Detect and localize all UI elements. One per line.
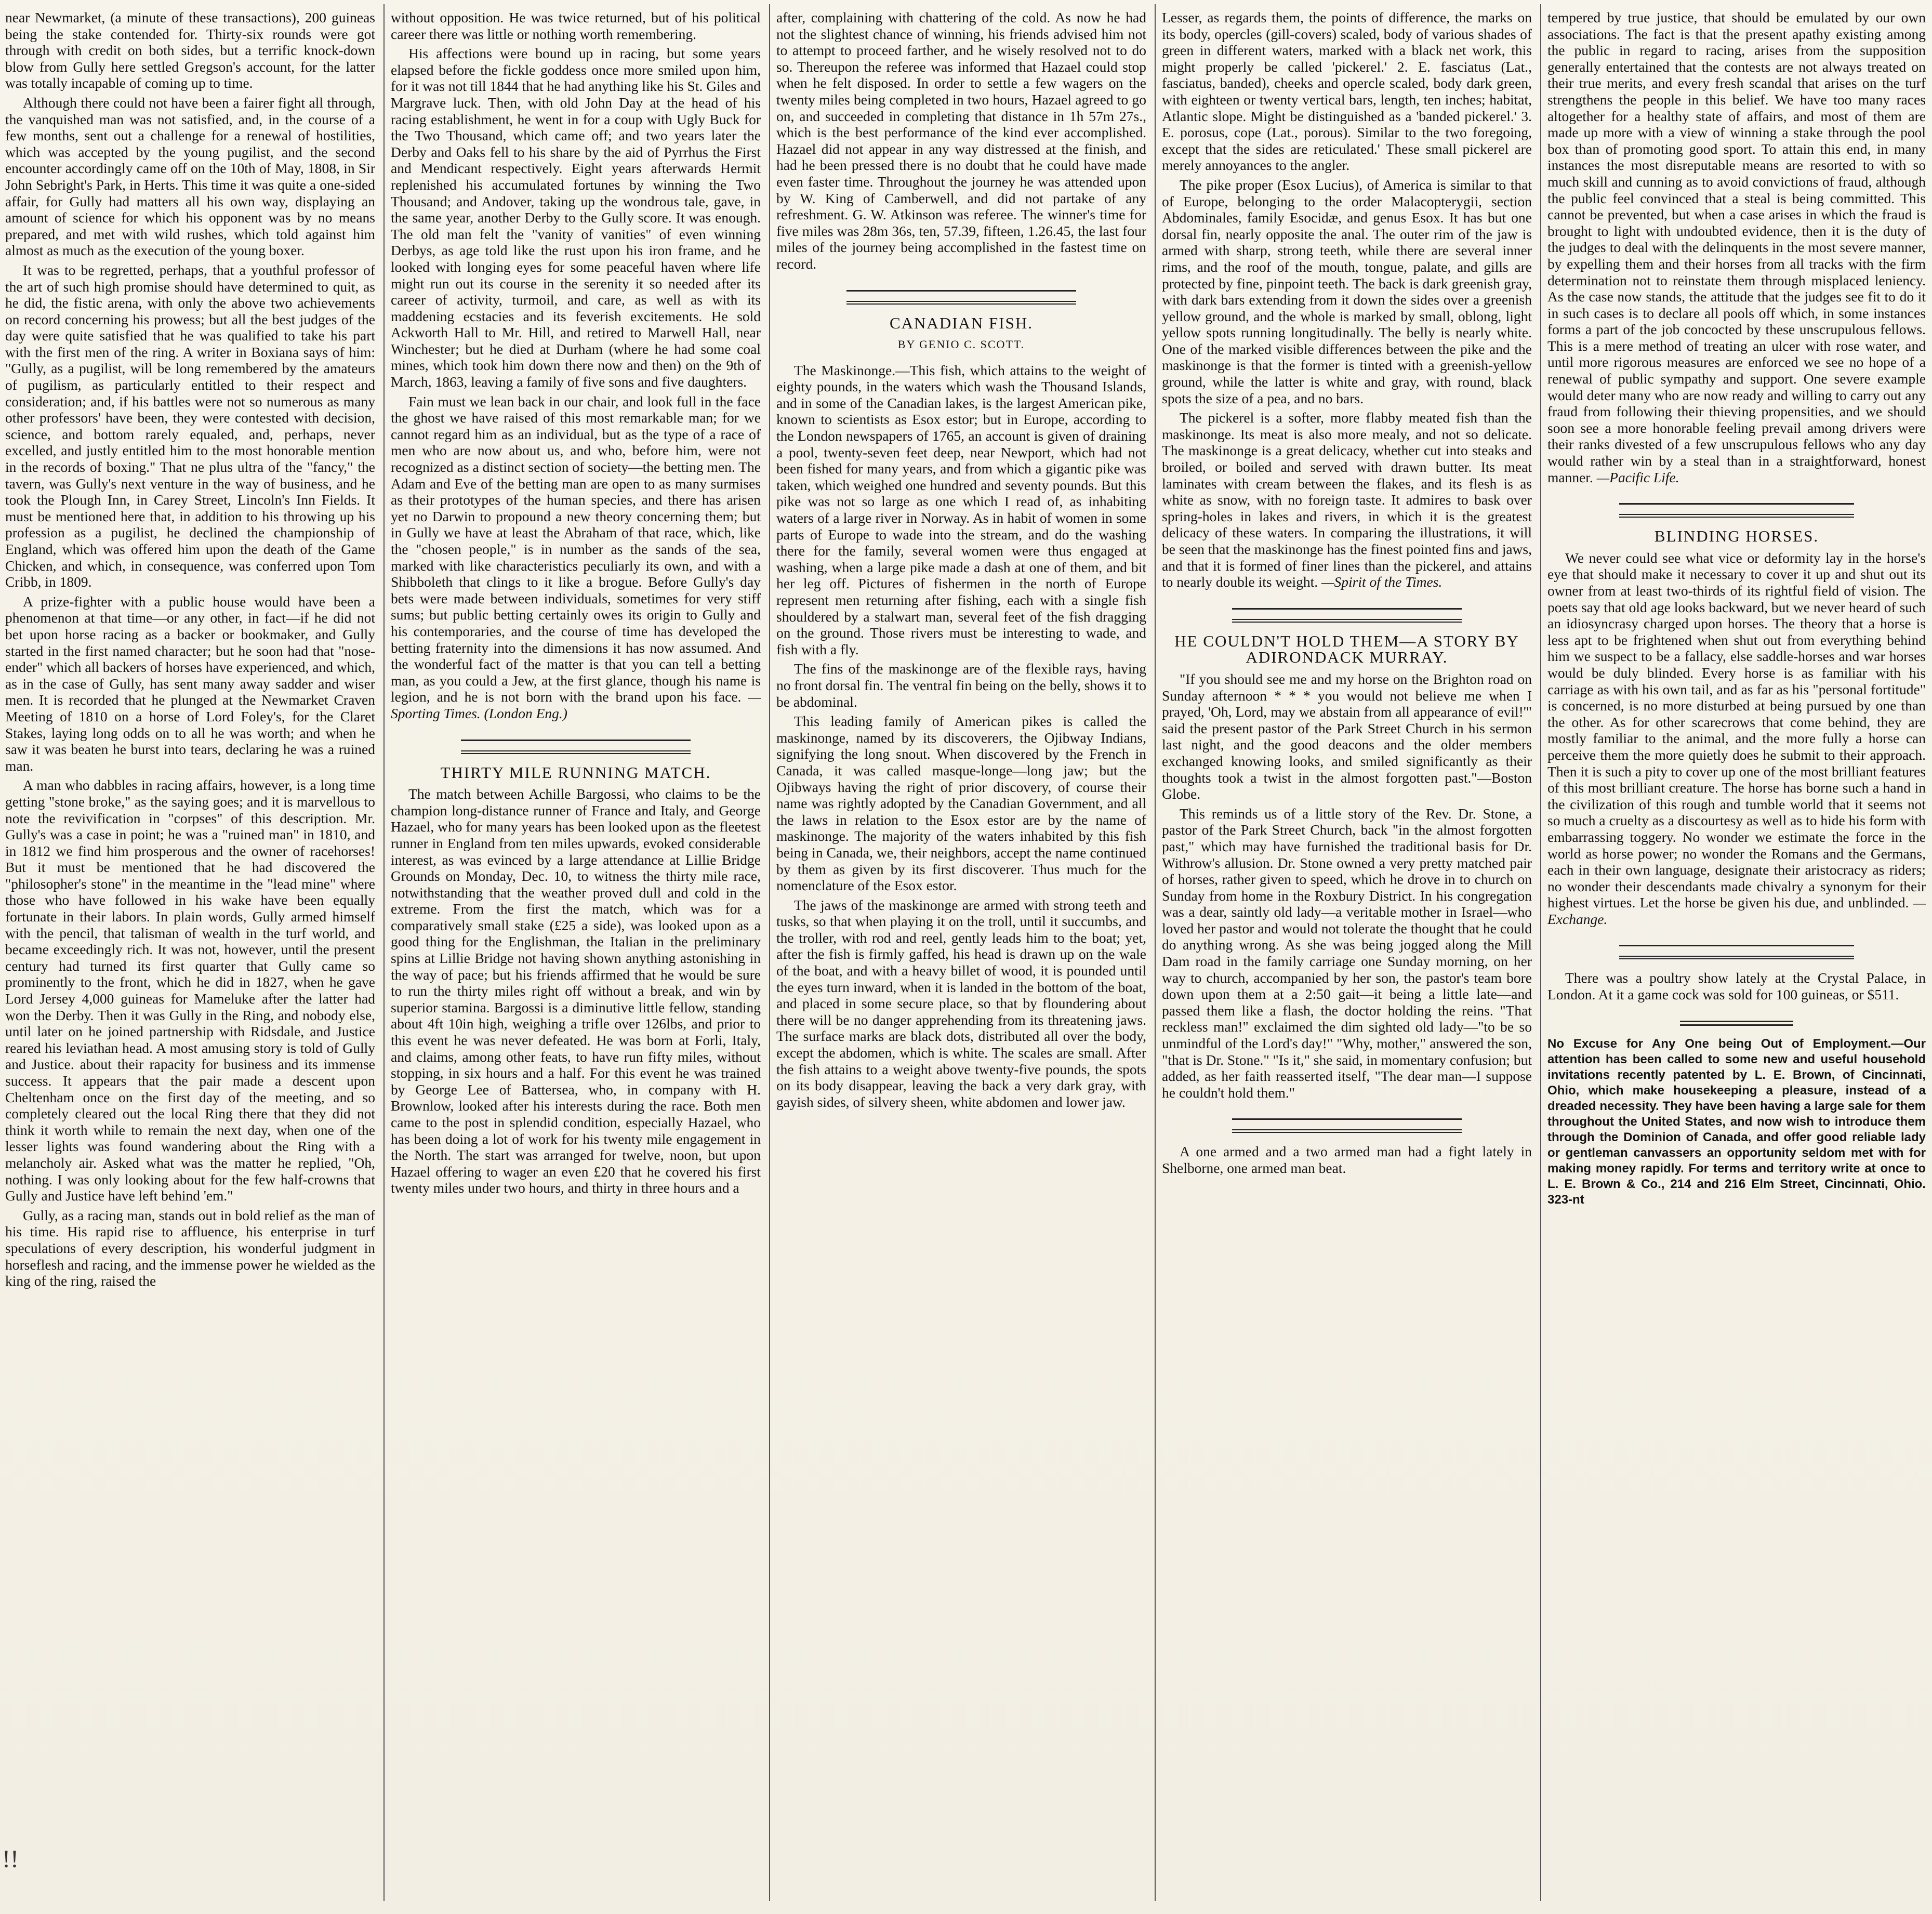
column-3 — [776, 9, 1146, 1901]
paragraph: A one armed and a two armed man had a fight lately in Shelborne, one armed man beat. — [1162, 1143, 1532, 1176]
article-heading: THIRTY MILE RUNNING MATCH. — [440, 763, 711, 782]
paragraph: Lesser, as regards them, the points of difference, the marks on its body, opercles (gill-covers) scaled, body of various shades of green in different waters, marked with a black net work, this might properly be called 'pickerel.' 2. E. fasciatus (Lat., fasciatus, banded), cheeks and opercle scaled, body dark green, with eighteen or twenty vertical bars, length, ten inches; habitat, Atlantic slope. Might be distinguished as a 'banded pickerel.' 3. E. porosus, cope (Lat., porous). Similar to the two foregoing, except that the sides are reticulated.' These small pickerel are merely annoyances to the angler. — [1162, 9, 1532, 174]
paragraph: This leading family of American pikes is called the maskinonge, named by its discoverers, the Ojibway Indians, signifying the long snout. When discovered by the French in Canada, it was called masque-longe—long jaw; but the Ojibways having the right of prior discovery, of course their name was rightly adopted by the Canadian Government, and all the laws in relation to the Esox estor are by the name of maskinonge. The majority of the waters inhabited by this fish being in Canada, we, their neighbors, accept the name continued by them as given by its first discoverer. Thus much for the nomenclature of the Esox estor. — [776, 713, 1146, 894]
article-heading: HE COULDN'T HOLD THEM—A STORY BY ADIRONDACK MURRAY. — [1174, 631, 1519, 667]
section-divider — [846, 290, 1076, 305]
paragraph: His affections were bound up in racing, but some years elapsed before the fickle goddess once more smiled upon him, for it was not till 1844 that he had anything like his St. Giles and Margrave luck. Then, with old John Day at the head of his racing establishment, he went in for a coup with Ugly Buck for the Two Thousand, which came off; and two years later the Derby and Oaks fell to his share by the aid of Pyrrhus the First and Mendicant respectively. Eight years afterwards Hermit replenished his accumulated fortunes by winning the Two Thousand; and Andover, taking up the wondrous tale, gave, in the same year, another Derby to the Gully score. It was enough. The old man felt the "vanity of vanities" of even winning Derbys, as age told like the rust upon his iron frame, and he looked with longing eyes for some peaceful haven where life might run out its course in the serenity it so needed after its career of activity, turmoil, and care, as well as with its maddening ecstacies and its feverish excitements. He sold Ackworth Hall to Mr. Hill, and retired to Marwell Hall, near Winchester; but he died at Durham (where he had some coal mines, which took him down there now and then) on the 9th of March, 1863, leaving a family of five sons and five daughters. — [391, 45, 761, 390]
paragraph: Although there could not have been a fairer fight all through, the vanquished man was not satisfied, and, in the course of a few months, sent out a challenge for a renewal of hostilities, which was accepted by the young pugilist, and the second encounter accordingly came off on the 10th of May, 1808, in Sir John Sebright's Park, in Herts. This time it was quite a one-sided affair, for Gully had matters all his own way, displaying an amount of science for which his opponent was by no means prepared, and met with wild rushes, which told against him almost as much as the execution of the young boxer. — [5, 94, 375, 259]
paragraph: It was to be regretted, perhaps, that a youthful professor of the art of such high promise should have determined to quit, as he did, the fistic arena, with only the above two achievements on record concerning his prowess; but all the best judges of the day were quite satisfied that he was qualified to take his part with the first men of the ring. A writer in Boxiana says of him: "Gully, as a pugilist, will be long remembered by the amateurs of pugilism, as particularly entitled to their respect and consideration; and, if his battles were not so numerous as many other professors' have been, they were contested with decision, science, and bottom rarely equaled, and, perhaps, never excelled, and justly entitled him to the most honorable mention in the records of boxing." That ne plus ultra of the "fancy," the tavern, was Gully's next venture in the way of business, and he took the Plough Inn, in Carey Street, Lincoln's Inn Fields. It must be mentioned here that, in addition to his throwing up his profession as a pugilist, he declined the championship of England, which was offered him upon the death of the Game Chicken, and which, in consequence, was conferred upon Tom Cribb, in 1809. — [5, 261, 375, 590]
paragraph: "If you should see me and my horse on the Brighton road on Sunday afternoon * * * you would not believe me when I prayed, 'Oh, Lord, may we abstain from all appearance of evil!'" said the present pastor of the Park Street Church in his sermon last night, and the good deacons and the older members exchanged knowing looks, and smiled significantly as their thoughts took a twist in the almost forgotten past."—Boston Globe. — [1162, 670, 1532, 802]
paragraph: This reminds us of a little story of the Rev. Dr. Stone, a pastor of the Park Street Church, back "in the almost forgotten past," which may have furnished the traditional basis for Dr. Withrow's allusion. Dr. Stone owned a very pretty matched pair of horses, rather given to speed, which he drove in to church on Sunday from home in the Roxbury District. In his congregation was a dear, saintly old lady—a veritable mother in Israel—who loved her pastor and would not tolerate the thought that he could do anything wrong. As she was being jogged along the Mill Dam road in the family carriage one Sunday morning, on her way to church, accompanied by her son, the pastor's team bore down upon them at a 2:50 gait—it being a little late—and passed them like a flash, the doctor holding the reins. "That reckless man!" exclaimed the dim sighted old lady—"to be so unmindful of the Lord's day!" "Why, mother," answered the son, "that is Dr. Stone." "Is it," she said, in momentary confusion; but added, as her faith reasserted itself, "The dear man—I suppose he couldn't hold them." — [1162, 805, 1532, 1101]
byline: BY GENIO C. SCOTT. — [897, 338, 1025, 351]
short-divider — [1680, 1021, 1793, 1026]
column-divider — [1155, 4, 1156, 1901]
paragraph: A prize-fighter with a public house would have been a phenomenon at that time—or any other, in fact—if he did not bet upon horse racing as a backer or bookmaker, and Gully started in the first named character; but he soon had that "nose-ender" which all backers of horses have experienced, and which, as in the case of Gully, has sent many away sadder and wiser men. It is recorded that he plunged at the Newmarket Craven Meeting of 1810 on a horse of Lord Foley's, for the Claret Stakes, laying long odds on to all he was worth; and when he saw it was beaten he burst into tears, declaring he was a ruined man. — [5, 593, 375, 774]
paragraph-text: We never could see what vice or deformity lay in the horse's eye that should make it necessary to cover it up and shut out its owner from at least two-thirds of its rightful field of vision. The poets say that old age looks backward, but we never heard of such an idiosyncrasy charged upon horses. The theory that a horse is less apt to be frightened when shut out from everything behind him we suspect to be a fallacy, else saddle-horses and war horses would be duly blinded. Every horse is as familiar with his carriage as with his own tail, and as far as his "personal fortitude" is concerned, is no more disturbed at being pursued by one than the other. As for other scarecrows that come behind, they are mostly familiar to the animal, and the more fully a horse can perceive them the more quietly does he submit to their approach. Then it is such a pity to cover up one of the most brilliant features of this most brilliant creature. The horse has borne such a hand in the civilization of this rough and tumble world that it seems not so much a cruelty as a discourtesy as well as to hide his form with embarrassing toggery. No wonder we estimate the force in the world as horse power; no wonder the Romans and the Germans, each in their own language, designate their aristocracy as riders; no wonder their descendants made chivalry a synonym for their highest virtues. Let the horse be given his due, and unblinded. — [1547, 549, 1926, 911]
advertisement: No Excuse for Any One being Out of Employment.—Our attention has been called to some new and useful household invitations recently patented by L. E. Brown, of Cincinnati, Ohio, which make housekeeping a pleasure, instead of a dreaded necessity. They have been having a large sale for them throughout the United States, and now wish to introduce them through the Dominion of Canada, and offer good reliable lady or gentleman canvassers an opportunity seldom met with for making money rapidly. For terms and territory write at once to L. E. Brown & Co., 214 and 216 Elm Street, Cincinnati, Ohio. 323-nt — [1547, 1036, 1926, 1207]
paragraph: without opposition. He was twice returned, but of his political career there was little or nothing worth remembering. — [391, 9, 761, 42]
paragraph — [1162, 410, 1532, 590]
paragraph: The Maskinonge.—This fish, which attains to the weight of eighty pounds, in the waters which wash the Thousand Islands, and in some of the Canadian lakes, is the largest American pike, known to scientists as Esox estor; but in Europe, according to the London newspapers of 1765, an account is given of draining a pool, twenty-seven feet deep, near Newport, which had not been fished for many years, and from which a gigantic pike was taken, which weighed one hundred and seventy pounds. But this pike was not so large as one which I read of, as inhabiting waters of a large river in Norway. As in habit of women in some parts of Europe to wade into the stream, and do the washing there for the family, several women were thus engaged at washing, when a large pike made a dash at one of them, and bit her leg off. Pictures of fishermen in the north of Europe represent men returning after fishing, each with a single fish shouldered by a stalwart man, several feet of the fish dragging on the ground. Those rivers must be interesting to wade, and fish with a fly. — [776, 362, 1146, 657]
paragraph — [1547, 550, 1926, 928]
source-credit: —Pacific Life. — [1596, 469, 1679, 485]
paragraph: Gully, as a racing man, stands out in bold relief as the man of his time. His rapid rise to affluence, his enterprise in turf speculations of every description, his wonderful judgment in horseflesh and racing, and the immense power he wielded as the king of the ring, raised the — [5, 1207, 375, 1289]
source-credit: —Spirit of the Times. — [1321, 574, 1443, 590]
source-credit: —Sporting Times. (London Eng.) — [391, 689, 761, 721]
paragraph-text: The pickerel is a softer, more flabby meated fish than the maskinonge. Its meat is also more mealy, and not so delicate. The maskinonge is a great delicacy, whether cut into steaks and broiled, or boiled and served with drawn butter. Its meat laminates with cream between the flakes, and its flesh is as white as snow, with no foreign taste. It admires to bask over spring-holes in lakes and rivers, in which it is the greatest delicacy of these waters. In comparing the illustrations, it will be seen that the maskinonge has the finest pointed fins and jaws, and that it is formed of finer lines than the pickerel, and attains to nearly double its weight. — [1162, 410, 1532, 590]
paragraph: There was a poultry show lately at the Crystal Palace, in London. At it a game cock was sold for 100 guineas, or $511. — [1547, 970, 1926, 1003]
source-credit: —Exchange. — [1547, 894, 1926, 927]
paragraph: The pike proper (Esox Lucius), of America is similar to that of Europe, belonging to the order Malacopterygii, section Abdominales, family Esocidæ, and genus Esox. It has but one dorsal fin, nearly opposite the anal. The outer rim of the jaw is armed with sharp, strong teeth, while there are several inner rims, and the roof of the mouth, tongue, palate, and gills are protected by fine, pinpoint teeth. The back is dark greenish gray, with dark bars extending from it down the sides over a greenish yellow ground, and the whole is marked by small, oblong, light yellow spots running longitudinally. The belly is nearly white. One of the marked visible differences between the pike and the maskinonge is that the former is tinted with a greenish-yellow ground, while the latter is white and gray, with round, black spots the size of a pea, and no bars. — [1162, 176, 1532, 406]
section-divider — [1232, 1118, 1461, 1133]
section-divider — [461, 740, 690, 754]
paragraph: after, complaining with chattering of the cold. As now he had not the slightest chance of winning, his friends advised him not to attempt to proceed farther, and he wisely resolved not to do so. Thereupon the referee was informed that Hazael could stop when he felt disposed. In order to settle a few wagers on the twenty miles being completed in two hours, Hazael agreed to go on, and succeeded in completing that distance in 1h 57m 27s., which is the best performance of the kind ever accomplished. Hazael did not appear in any way distressed at the finish, and had he been pressed there is no doubt that he could have made even faster time. Throughout the journey he was attended upon by W. King of Camberwell, and did not partake of any refreshment. G. W. Atkinson was referee. The winner's time for five miles was 28m 36s, ten, 57.39, fifteen, 1.26.45, the last four miles of the journey being accomplished in the fastest time on record. — [776, 9, 1146, 272]
paragraph — [391, 393, 761, 722]
column-divider — [769, 4, 770, 1901]
column-divider — [1540, 4, 1541, 1901]
column-1 — [5, 9, 375, 1901]
paragraph-text: tempered by true justice, that should be emulated by our own associations. The fact is that the present apathy existing among the public in regard to racing, arises from the supposition generally entertained that the contests are not always treated on their true merits, and every fresh scandal that arises on the turf strengthens the people in this belief. We have too many races altogether for a healthy state of affairs, and most of them are made up more with a view of winning a stake through the pool box than of promoting good sport. To attain this end, in many instances the most disreputable means are resorted to with so much skill and cunning as to avoid convictions of fraud, although the public feel convinced that a steal is being committed. This cannot be prevented, but when a case arises in which the fraud is brought to light with undoubted evidence, then it is the duty of the judges to deal with the delinquents in the most severe manner, by expelling them and their horses from all tracks with the firm determination not to reinstate them through misplaced leniency. As the case now stands, the attitude that the judges see fit to do it in such cases is to declare all pools off which, in some instances forms a part of the job concocted by these unscrupulous fellows. This is a mere method of treating an ulcer with rose water, and until more rigorous measures are enforced we see no hope of a renewal of public sympathy and support. One severe example would deter many who are now ready and willing to carry out any fraud from following their thieving propensities, and we should soon see a more honorable feeling prevail among drivers were their ranks divested of a few unscrupulous fellows who any day would rather win by a steal than in a straightforward, honest manner. — [1547, 9, 1926, 485]
paragraph: The jaws of the maskinonge are armed with strong teeth and tusks, so that when playing it on the troll, until it succumbs, and the troller, with rod and reel, gently leads him to the boat; yet, after the fish is firmly gaffed, his head is drawn up on the wale of the boat, and with a heavy billet of wood, it is pounded until the eyes turn inward, when it is landed in the bottom of the boat, and placed in some secure place, so that by floundering about there will be no danger apprehending from its threatening jaws. The surface marks are black dots, distributed all over the body, except the abdomen, which is white. The scales are small. After the fish attains to a weight above twenty-five pounds, the spots on its body disappear, leaving the back a very dark gray, with gayish sides, of silvery sheen, white abdomen and lower jaw. — [776, 896, 1146, 1110]
paragraph — [1547, 9, 1926, 485]
article-heading: CANADIAN FISH. — [889, 313, 1033, 332]
section-divider — [1232, 608, 1461, 623]
section-divider — [1619, 503, 1854, 518]
paragraph: The match between Achille Bargossi, who claims to be the champion long-distance runner of France and Italy, and George Hazael, who for many years has been looked upon as the fleetest runner in England from ten miles upwards, evoked considerable interest, as was evinced by a large attendance at Lillie Bridge Grounds on Monday, Dec. 10, to witness the thirty mile race, notwithstanding that the weather proved dull and cold in the extreme. From the first the match, which was for a comparatively small stake (£25 a side), was looked upon as a good thing for the Englishman, the Italian in the preliminary spins at Lillie Bridge not having shown anything astonishing in the way of pace; but his friends affirmed that he would be sure to run the thirty miles right off without a break, and win by superior stamina. Bargossi is a diminutive little fellow, standing about 4ft 10in high, weighing a trifle over 126lbs, and prior to this event he was never defeated. He was born at Forli, Italy, and claims, among other feats, to have run fifty miles, without stopping, in six hours and a half. For this event he was trained by George Lee of Battersea, who, in company with H. Brownlow, looked after his interests during the race. Both men came to the post in splendid condition, especially Hazael, who has been doing a lot of work for his twenty mile engagement in the North. The start was arranged for twelve, noon, but upon Hazael offering to wager an even £20 that he covered his first twenty miles under two hours, and thirty in three hours and a — [391, 786, 761, 1196]
section-divider — [1619, 945, 1854, 959]
margin-mark: !! — [2, 1845, 19, 1873]
paragraph: near Newmarket, (a minute of these transactions), 200 guineas being the stake contended for. Thirty-six rounds were got through with credit on both sides, but a terrific knock-down blow from Gully here settled Gregson's account, for the latter was totally incapable of coming up to time. — [5, 9, 375, 91]
column-divider — [383, 4, 385, 1901]
article-heading: BLINDING HORSES. — [1654, 527, 1819, 546]
paragraph-text: Fain must we lean back in our chair, and look full in the face the ghost we have raised of this most remarkable man; for we cannot regard him as an individual, but as the type of a race of men who are now about us, and who, before him, were not recognized as a distinct section of society—the betting men. The Adam and Eve of the betting man are open to as many surmises as their prototypes of the human species, and there has arisen yet no Darwin to propound a new theory concerning them; but in Gully we have at least the Abraham of that race, which, like the "chosen people," is in number as the sands of the sea, marked with like characteristics peculiarly its own, and with a Shibboleth that clings to it like a brogue. Before Gully's day bets were made between individuals, sometimes for very stiff sums; but public betting certainly owes its origin to Gully and his contemporaries, and the course of time has developed the betting fraternity into the dimensions it has now assumed. And the wonderful fact of the matter is that you can tell a betting man, as you could a Jew, at the first glance, though his name is legion, and he is not born with the brand upon his face. — [391, 393, 761, 705]
column-5 — [1547, 9, 1926, 1901]
column-2 — [391, 9, 761, 1901]
paragraph: The fins of the maskinonge are of the flexible rays, having no front dorsal fin. The ventral fin being on the belly, shows it to be abdominal. — [776, 661, 1146, 710]
column-4 — [1162, 9, 1532, 1901]
paragraph: A man who dabbles in racing affairs, however, is a long time getting "stone broke," as the saying goes; and it is marvellous to note the revivification in "corpses" of this description. Mr. Gully's was a case in point; he was a "ruined man" in 1810, and in 1812 we find him prosperous and the owner of racehorses! But it must be mentioned that he had discovered the "philosopher's stone" in the meantime in the "lead mine" where those who have followed in his wake have been equally fortunate in their labors. In plain words, Gully armed himself with the pencil, that talisman of wealth in the turf world, and became exceedingly rich. It was not, however, until the present century had turned its first quarter that Gully came so prominently to the front, which he did in 1827, when he gave Lord Jersey 4,000 guineas for Mameluke after the latter had won the Derby. Then it was Gully in the Ring, and nobody else, until later on he joined partnership with Ridsdale, and Justice reared his leviathan head. A most amusing story is told of Gully and Justice. about their rapacity for business and its immense success. It appears that the pair made a descent upon Cheltenham once on the first day of the meeting, and so completely cleared out the local Ring there that they did not think it worth while to remain the next day, when one of the lesser lights was found wandering about the Ring with a melancholy air. Asked what was the matter he replied, "Oh, nothing. I was only looking about for the few half-crowns that Gully and Justice have left behind 'em." — [5, 777, 375, 1204]
